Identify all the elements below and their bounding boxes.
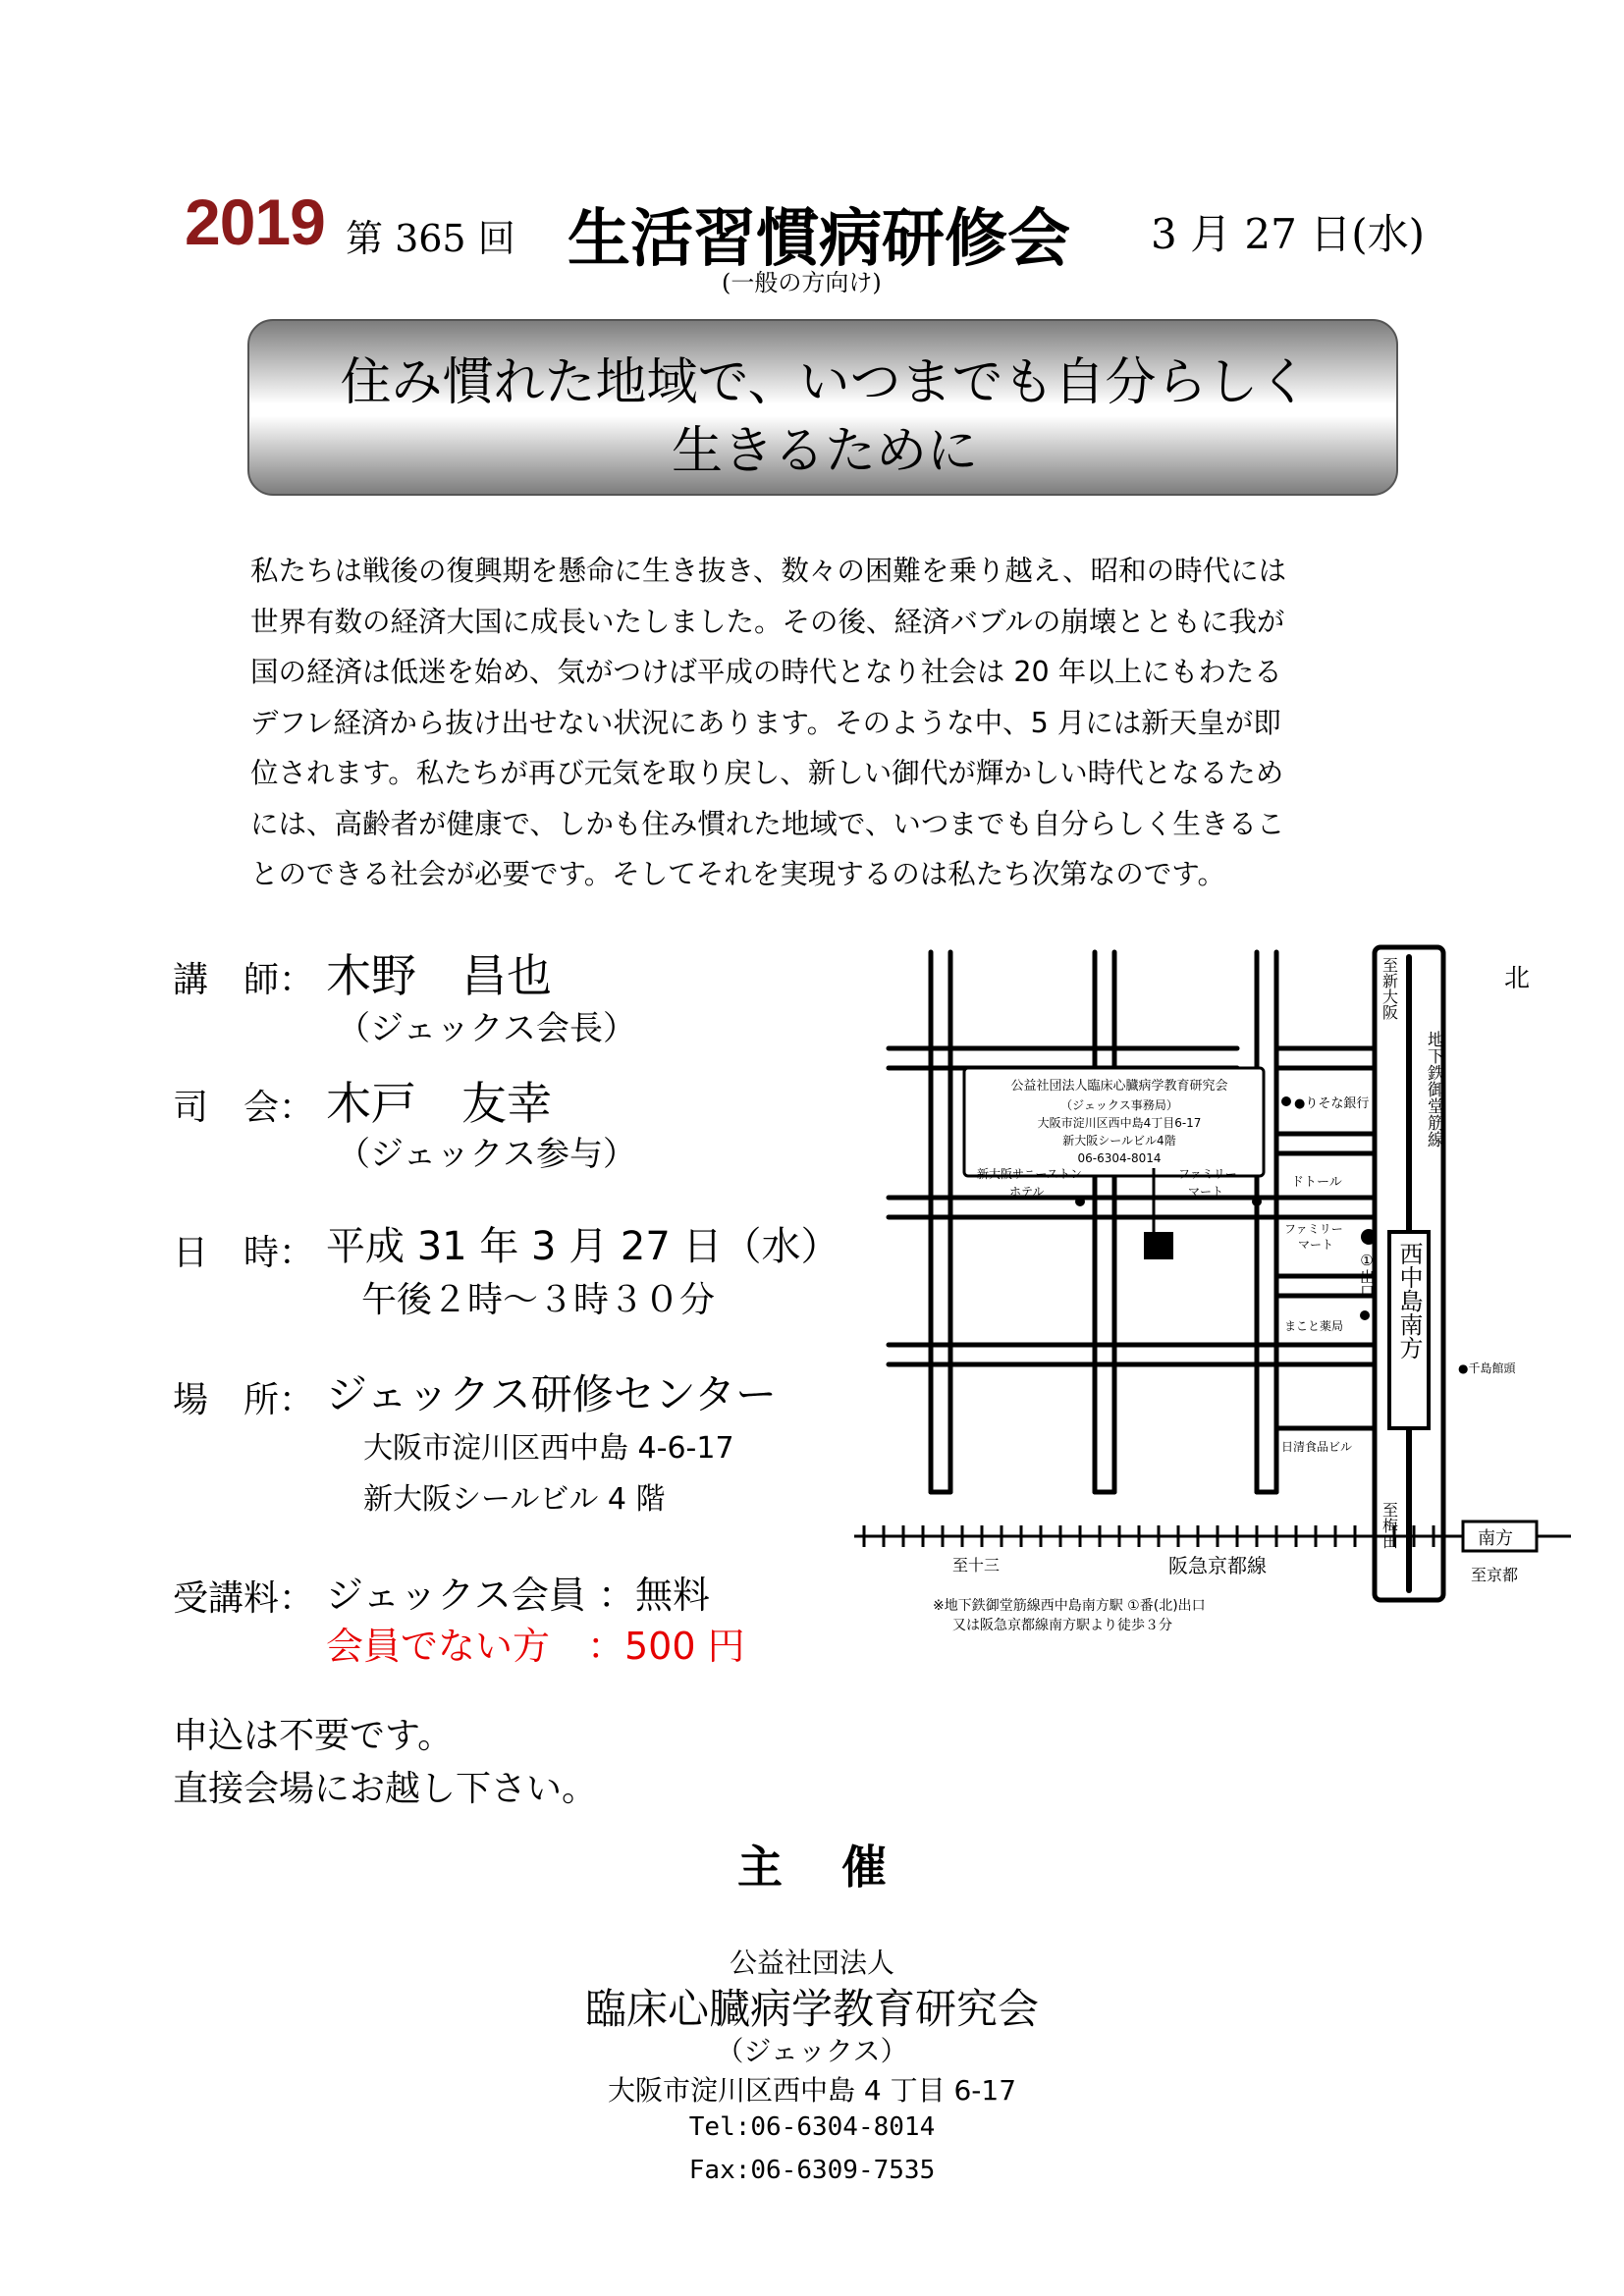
sponsor-org-name: 臨床心臓病学教育研究会 xyxy=(584,1985,1039,2033)
map-subway-line: 地下鉄御堂筋線 xyxy=(1424,1031,1443,1148)
map-to-umeda: 至梅田 xyxy=(1380,1502,1399,1549)
intro-line: には、高齢者が健康で、しかも住み慣れた地域で、いつまでも自分らしく生きるこ xyxy=(250,807,1285,840)
map-to-shinosaka: 至新大阪 xyxy=(1380,957,1399,1020)
sponsor-fax: Fax:06-6309-7535 xyxy=(688,2156,936,2185)
intro-line: 私たちは戦後の復興期を懸命に生き抜き、数々の困難を乗り越え、昭和の時代には xyxy=(250,555,1287,587)
map-minamikata: 南方 xyxy=(1478,1528,1513,1549)
host-title: （ジェックス参与） xyxy=(337,1135,636,1174)
place-label: 場 所： xyxy=(173,1380,315,1420)
event-date: 3 月 27 日(水) xyxy=(1151,210,1425,258)
sponsor-address: 大阪市淀川区西中島 4 丁目 6-17 xyxy=(607,2074,1017,2107)
intro-line: とのできる社会が必要です。そしてそれを実現するのは私たち次第なのです。 xyxy=(250,858,1225,890)
map-family2-1: ファミリー xyxy=(1284,1222,1343,1236)
place-name: ジェックス研修センター xyxy=(326,1370,778,1418)
theme-banner xyxy=(247,319,1398,496)
map-sunny-2: ホテル xyxy=(1009,1185,1045,1199)
map-north: 北 xyxy=(1504,964,1531,993)
fee-member: ジェックス会員 ：無料 xyxy=(326,1574,710,1617)
application-note: 申込は不要です。 xyxy=(173,1716,454,1756)
map-chishima: ●千島館頭 xyxy=(1458,1362,1516,1375)
intro-line: 位されます。私たちが再び元気を取り戻し、新しい御代が輝かしい時代となるため xyxy=(250,757,1284,789)
map-sunny-1: 新大阪サニーストン xyxy=(977,1167,1082,1181)
lecturer-label: 講 師： xyxy=(173,960,315,1000)
place-address-1: 大阪市淀川区西中島 4-6-17 xyxy=(363,1431,734,1466)
map-to-kyoto: 至京都 xyxy=(1471,1566,1519,1584)
map-nisshin: 日清食品ビル xyxy=(1281,1440,1353,1454)
map-family-2: マート xyxy=(1188,1185,1224,1199)
map-makoto: まこと薬局 xyxy=(1284,1319,1344,1333)
banner-line-1: 住み慣れた地域で、いつまでも自分らしく xyxy=(340,353,1310,412)
datetime-label: 日 時： xyxy=(173,1233,315,1273)
sponsor-tel: Tel:06-6304-8014 xyxy=(688,2112,936,2142)
map-venue-line-3: 大阪市淀川区西中島4丁目6-17 xyxy=(1037,1116,1202,1130)
lecturer-name: 木野 昌也 xyxy=(326,949,552,1002)
datetime-date: 平成 31 年 3 月 27 日（水） xyxy=(326,1224,840,1269)
intro-line: 国の経済は低迷を始め、気がつけば平成の時代となり社会は 20 年以上にもわたる xyxy=(250,656,1282,688)
place-address-2: 新大阪シールビル 4 階 xyxy=(363,1482,666,1517)
page-title: 生活習慣病研修会 xyxy=(568,203,1070,276)
host-label: 司 会： xyxy=(173,1088,315,1128)
map-hankyu: 阪急京都線 xyxy=(1168,1554,1267,1577)
fee-label: 受講料： xyxy=(173,1578,315,1619)
map-venue-line-4: 新大阪シールビル4階 xyxy=(1062,1134,1176,1148)
datetime-time: 午後２時～３時３０分 xyxy=(361,1280,716,1320)
event-year: 2019 xyxy=(185,186,325,258)
map-to-juso: 至十三 xyxy=(952,1556,1001,1575)
audience-note: (一般の方向け) xyxy=(722,269,882,296)
host-name: 木戸 友幸 xyxy=(326,1077,552,1130)
banner-line-2: 生きるために xyxy=(671,422,978,481)
map-note-1: ※地下鉄御堂筋線西中島南方駅 ①番(北)出口 xyxy=(933,1598,1206,1614)
map-note-2: 又は阪急京都線南方駅より徒歩３分 xyxy=(952,1618,1172,1633)
map-station: 西中島南方 xyxy=(1395,1242,1423,1360)
lecturer-title: （ジェックス会長） xyxy=(337,1009,636,1048)
map-resona: ●りそな銀行 xyxy=(1294,1096,1370,1111)
sponsor-heading: 主催 xyxy=(737,1841,946,1894)
sponsor-org-type: 公益社団法人 xyxy=(729,1947,894,1979)
access-map xyxy=(844,933,1591,1659)
intro-line: デフレ経済から抜け出せない状況にあります。そのような中、5 月には新天皇が即 xyxy=(250,706,1281,739)
map-family2-2: マート xyxy=(1298,1238,1334,1252)
intro-paragraph xyxy=(250,546,1360,900)
map-venue-line-5: 06-6304-8014 xyxy=(1077,1151,1162,1165)
map-venue-line-2: （ジェックス事務局） xyxy=(1060,1098,1178,1112)
fee-nonmember: 会員でない方 ：500 円 xyxy=(326,1625,745,1668)
map-venue-line-1: 公益社団法人臨床心臓病学教育研究会 xyxy=(1010,1079,1228,1094)
venue-note: 直接会場にお越し下さい。 xyxy=(173,1769,598,1809)
intro-line: 世界有数の経済大国に成長いたしました。その後、経済バブルの崩壊とともに我が xyxy=(250,605,1285,638)
map-family-1: ファミリー xyxy=(1178,1167,1237,1181)
sponsor-org-short: （ジェックス） xyxy=(716,2035,908,2067)
map-doutor: ドトール xyxy=(1291,1175,1342,1190)
map-exit: ①出口 xyxy=(1358,1252,1376,1299)
session-number: 第 365 回 xyxy=(346,217,515,260)
